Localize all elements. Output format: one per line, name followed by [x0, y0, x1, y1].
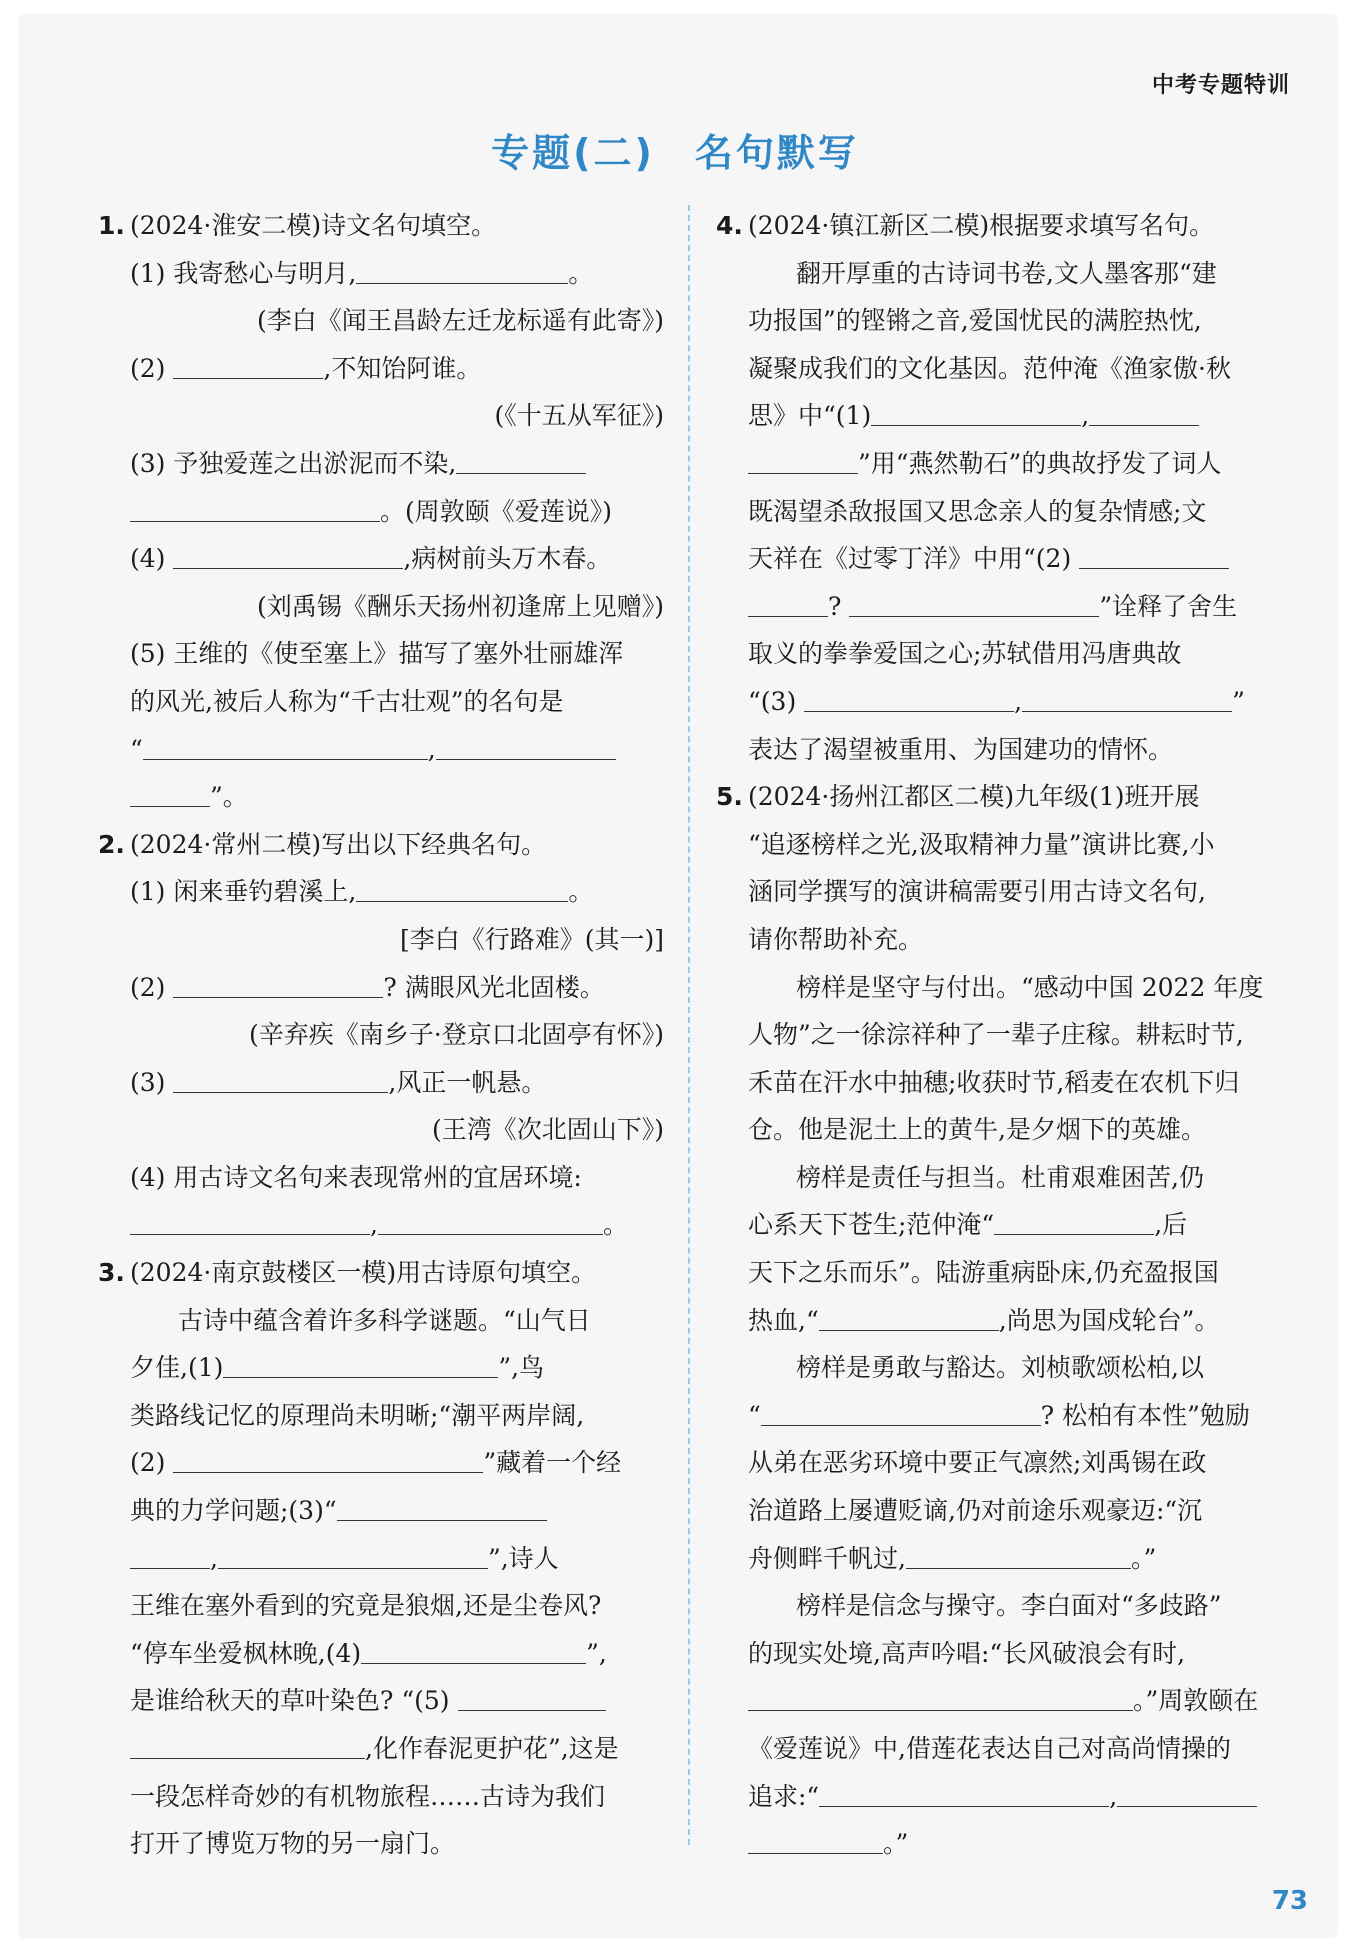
text: 是谁给秋天的草叶染色? “(5)	[130, 1686, 450, 1716]
text: (3)	[130, 1067, 166, 1097]
question-3-header	[98, 1249, 664, 1297]
q4-line	[716, 678, 1290, 726]
q1-line	[98, 773, 664, 821]
column-divider	[688, 205, 690, 1845]
answer-blank[interactable]	[223, 1347, 498, 1378]
text: ,	[1014, 686, 1023, 716]
answer-blank[interactable]	[849, 586, 1099, 617]
answer-blank[interactable]	[337, 1490, 547, 1521]
text: ,	[210, 1543, 218, 1573]
q1-source-line: (李白《闻王昌龄左迁龙标遥有此寄》)	[256, 306, 664, 336]
q1-line	[98, 535, 664, 583]
q4-line	[716, 440, 1290, 488]
q2-line: (4) 用古诗文名句来表现常州的宜居环境:	[130, 1162, 582, 1192]
header-label: 中考专题特训	[1151, 73, 1290, 98]
text: 。	[568, 877, 594, 907]
text: 。”	[883, 1829, 909, 1859]
question-number: 2.	[98, 829, 125, 859]
answer-blank[interactable]	[804, 681, 1014, 712]
answer-blank[interactable]	[748, 1680, 1133, 1711]
answer-blank[interactable]	[819, 1776, 1109, 1807]
q5-line: 榜样是责任与担当。杜甫艰难困苦,仍	[796, 1162, 1204, 1192]
answer-blank[interactable]	[130, 491, 380, 522]
answer-blank[interactable]	[748, 586, 828, 617]
answer-blank[interactable]	[1022, 681, 1232, 712]
q3-line	[98, 1677, 664, 1725]
q3-line	[98, 1725, 664, 1773]
q5-line: 从弟在恶劣环境中要正气凛然;刘禹锡在政	[748, 1448, 1207, 1478]
text: ”	[1232, 686, 1245, 716]
text: ”,鸟	[498, 1353, 545, 1383]
text: 。	[602, 1210, 628, 1240]
text: (2)	[130, 972, 166, 1002]
text: 思》中“(1)	[748, 401, 872, 431]
q3-line	[98, 1535, 664, 1583]
q1-line	[98, 488, 664, 536]
answer-blank[interactable]	[130, 776, 210, 807]
q3-line: 古诗中蕴含着许多科学谜题。“山气日	[178, 1305, 591, 1335]
answer-blank[interactable]	[761, 1395, 1041, 1426]
text: ,病树前头万木春。	[403, 544, 612, 574]
question-number: 5.	[716, 782, 743, 812]
left-column	[98, 202, 664, 1868]
answer-blank[interactable]	[456, 443, 586, 474]
q3-line: 王维在塞外看到的究竟是狼烟,还是尘卷风?	[130, 1591, 602, 1621]
text: 心系天下苍生;范仲淹“	[748, 1210, 995, 1240]
question-1-header	[98, 202, 664, 250]
text: (4)	[130, 544, 166, 574]
text: “停车坐爱枫林晚,(4)	[130, 1638, 362, 1668]
question-2-header	[98, 821, 664, 869]
text: ,后	[1154, 1210, 1188, 1240]
q5-line	[716, 1773, 1290, 1821]
text: 。”	[1130, 1543, 1157, 1573]
question-source: (2024·淮安二模)诗文名句填空。	[130, 211, 497, 240]
q3-line	[98, 1630, 664, 1678]
question-number: 1.	[98, 211, 125, 240]
title-part1: 专题(二)	[491, 131, 655, 175]
q2-source-line: [李白《行路难》(其一)]	[399, 924, 664, 954]
question-source: (2024·南京鼓楼区一模)用古诗原句填空。	[130, 1258, 597, 1288]
q4-line: 翻开厚重的古诗词书卷,文人墨客那“建	[796, 258, 1217, 288]
answer-blank[interactable]	[994, 1204, 1154, 1235]
q1-line: (5) 王维的《使至塞上》描写了塞外壮丽雄浑	[130, 639, 624, 669]
answer-blank[interactable]	[130, 1728, 365, 1759]
q2-line	[98, 1059, 664, 1107]
answer-blank[interactable]	[436, 729, 616, 760]
q5-line: 天下之乐而乐”。陆游重病卧床,仍充盈报国	[748, 1258, 1219, 1288]
text: ? 松柏有本性”勉励	[1040, 1400, 1250, 1430]
page-number: 73	[1271, 1886, 1308, 1916]
q1-line	[98, 250, 664, 298]
text: (2)	[130, 1448, 166, 1478]
answer-blank[interactable]	[356, 253, 568, 284]
text: ,不知饴阿谁。	[323, 353, 482, 383]
title-part2: 名句默写	[694, 131, 859, 175]
answer-blank[interactable]	[748, 443, 858, 474]
q5-line: 榜样是勇敢与豁达。刘桢歌颂松柏,以	[796, 1353, 1204, 1383]
text: ”诠释了舍生	[1099, 591, 1238, 621]
q5-line: 禾苗在汗水中抽穗;收获时节,稻麦在农机下归	[748, 1067, 1240, 1097]
text: 。	[568, 258, 594, 288]
text: ”,诗人	[487, 1543, 559, 1573]
q4-line	[716, 583, 1290, 631]
q3-line	[98, 1344, 664, 1392]
text: ”。	[210, 782, 248, 812]
q5-line: 榜样是信念与操守。李白面对“多歧路”	[796, 1591, 1222, 1621]
q4-line: 取义的拳拳爱国之心;苏轼借用冯唐典故	[748, 639, 1182, 669]
q5-line	[716, 1392, 1290, 1440]
q4-line: 凝聚成我们的文化基因。范仲淹《渔家傲·秋	[748, 353, 1231, 383]
answer-blank[interactable]	[356, 871, 568, 902]
q5-line	[716, 1201, 1290, 1249]
q5-line: 治道路上屡遭贬谪,仍对前途乐观豪迈:“沉	[748, 1496, 1203, 1526]
answer-blank[interactable]	[218, 1538, 488, 1569]
q5-line: 榜样是坚守与付出。“感动中国 2022 年度	[796, 972, 1264, 1002]
text: ,化作春泥更护花”,这是	[365, 1734, 619, 1763]
answer-blank[interactable]	[130, 1538, 210, 1569]
question-source: (2024·扬州江都区二模)九年级(1)班开展	[748, 782, 1200, 812]
answer-blank[interactable]	[906, 1538, 1131, 1569]
text: ”用“燕然勒石”的典故抒发了词人	[858, 448, 1222, 478]
q3-line: 一段怎样奇妙的有机物旅程……古诗为我们	[130, 1781, 606, 1811]
q5-line: “追逐榜样之光,汲取精神力量”演讲比赛,小	[748, 829, 1215, 859]
text: ,	[1109, 1781, 1118, 1811]
answer-blank[interactable]	[871, 395, 1081, 426]
question-5-header	[716, 773, 1290, 821]
text: ”,	[586, 1638, 607, 1668]
answer-blank[interactable]	[378, 1204, 603, 1235]
q4-line	[716, 535, 1290, 583]
answer-blank[interactable]	[130, 1204, 370, 1235]
q5-line: 《爱莲说》中,借莲花表达自己对高尚情操的	[748, 1734, 1231, 1763]
text: (3) 予独爱莲之出淤泥而不染,	[130, 448, 457, 478]
page-title	[0, 122, 1350, 177]
q1-source-line: (刘禹锡《酬乐天扬州初逢席上见赠》)	[256, 591, 664, 621]
text: (1) 我寄愁心与明月,	[130, 258, 357, 288]
q3-line: 打开了博览万物的另一扇门。	[130, 1829, 456, 1859]
q5-line: 人物”之一徐淙祥种了一辈子庄稼。耕耘时节,	[748, 1020, 1244, 1050]
q2-line	[98, 1201, 664, 1249]
answer-blank[interactable]	[361, 1633, 586, 1664]
answer-blank[interactable]	[819, 1300, 999, 1331]
q2-line	[98, 964, 664, 1012]
q5-line	[716, 1820, 1290, 1868]
q5-line: 仓。他是泥土上的黄牛,是夕烟下的英雄。	[748, 1115, 1206, 1145]
q5-line: 涵同学撰写的演讲稿需要引用古诗文名句,	[748, 877, 1206, 907]
text: “	[130, 734, 143, 764]
q5-line: 请你帮助补充。	[748, 924, 924, 954]
answer-blank[interactable]	[173, 538, 403, 569]
answer-blank[interactable]	[1089, 395, 1199, 426]
q1-source-line: (《十五从军征》)	[494, 401, 664, 431]
question-4-header	[716, 202, 1290, 250]
q4-line: 表达了渴望被重用、为国建功的情怀。	[748, 734, 1174, 764]
text: (1) 闲来垂钓碧溪上,	[130, 877, 357, 907]
q1-line	[98, 345, 664, 393]
right-column	[716, 202, 1290, 1868]
answer-blank[interactable]	[173, 1062, 388, 1093]
text: 夕佳,(1)	[130, 1353, 224, 1383]
q1-line: 的风光,被后人称为“千古壮观”的名句是	[130, 686, 564, 716]
text: 天祥在《过零丁洋》中用“(2)	[748, 544, 1072, 574]
question-number: 4.	[716, 211, 743, 240]
answer-blank[interactable]	[1117, 1776, 1257, 1807]
text: “	[748, 1400, 761, 1430]
q3-line	[98, 1439, 664, 1487]
text: 追求:“	[748, 1781, 820, 1811]
text: “(3)	[748, 686, 797, 716]
answer-blank[interactable]	[173, 348, 323, 379]
text: ,	[370, 1210, 378, 1240]
question-source: (2024·常州二模)写出以下经典名句。	[130, 829, 547, 859]
text: ”藏着一个经	[483, 1448, 622, 1478]
q3-line	[98, 1487, 664, 1535]
text: 舟侧畔千帆过,	[748, 1543, 906, 1573]
answer-blank[interactable]	[458, 1680, 606, 1711]
text: ? 满眼风光北固楼。	[383, 972, 605, 1002]
text: ,风正一帆悬。	[388, 1067, 547, 1097]
text: 热血,“	[748, 1305, 819, 1335]
q4-line	[716, 392, 1290, 440]
q4-line: 既渴望杀敌报国又思念亲人的复杂情感;文	[748, 496, 1207, 526]
answer-blank[interactable]	[173, 967, 383, 998]
text: ,尚思为国戍轮台”。	[998, 1305, 1220, 1335]
text: ?	[828, 591, 842, 621]
q1-line	[98, 726, 664, 774]
q5-line	[716, 1297, 1290, 1345]
q2-line	[98, 868, 664, 916]
answer-blank[interactable]	[748, 1823, 883, 1854]
q5-line	[716, 1535, 1290, 1583]
text: ,	[1081, 401, 1090, 431]
answer-blank[interactable]	[173, 1442, 483, 1473]
q2-source-line: (王湾《次北固山下》)	[431, 1115, 664, 1145]
text: 。(周敦颐《爱莲说》)	[380, 496, 613, 526]
text: (2)	[130, 353, 166, 383]
text: 。”周敦颐在	[1133, 1686, 1259, 1716]
q5-line: 的现实处境,高声吟唱:“长风破浪会有时,	[748, 1638, 1186, 1668]
text: 典的力学问题;(3)“	[130, 1496, 337, 1526]
q1-line	[98, 440, 664, 488]
q4-line: 功报国”的铿锵之音,爱国忧民的满腔热忱,	[748, 306, 1202, 336]
q2-source-line: (辛弃疾《南乡子·登京口北固亭有怀》)	[249, 1020, 664, 1050]
question-source: (2024·镇江新区二模)根据要求填写名句。	[748, 211, 1215, 240]
text: ,	[427, 734, 436, 764]
q3-line: 类路线记忆的原理尚未明晰;“潮平两岸阔,	[130, 1400, 585, 1430]
answer-blank[interactable]	[143, 729, 428, 760]
answer-blank[interactable]	[1079, 538, 1229, 569]
q5-line	[716, 1677, 1290, 1725]
question-number: 3.	[98, 1258, 125, 1288]
